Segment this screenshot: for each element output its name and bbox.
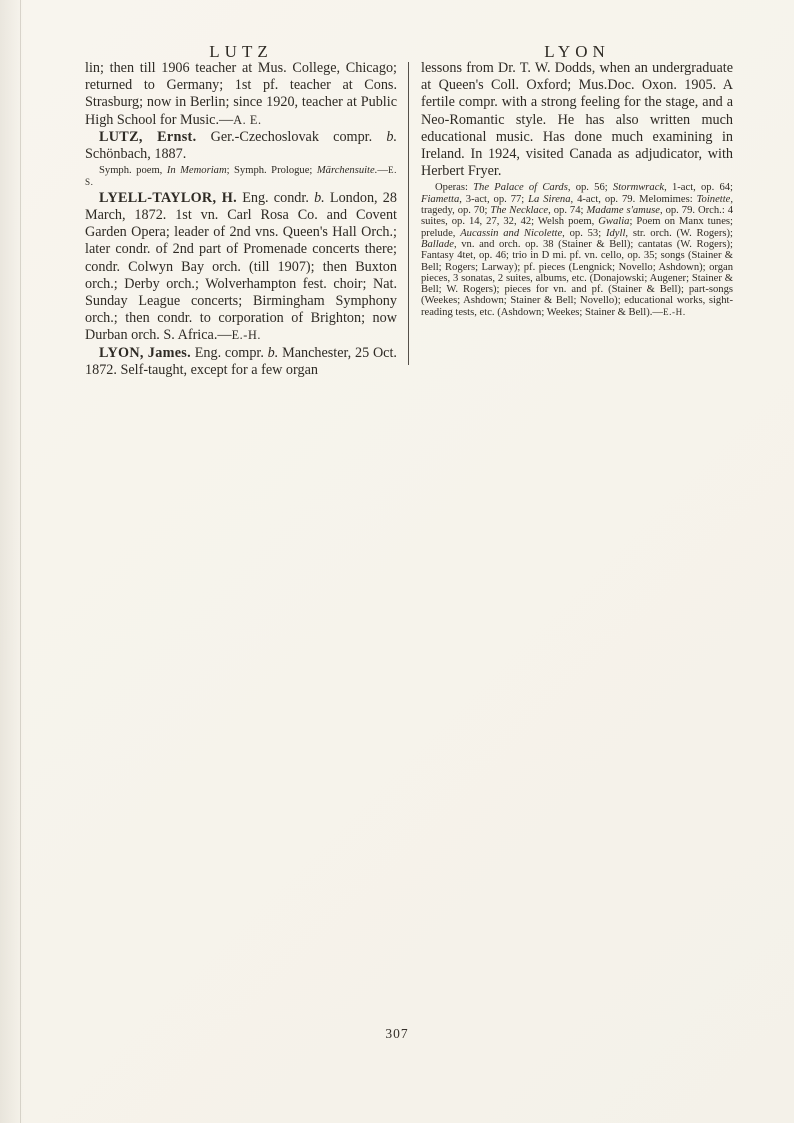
text-segment: , op. 53; <box>562 227 606 239</box>
entry-paragraph <box>85 190 397 345</box>
text-segment: ; Poem on Manx tunes; prelude, <box>421 216 733 239</box>
text-segment: In Memoriam <box>166 165 227 177</box>
text-segment: , tragedy, op. 70; <box>421 193 734 217</box>
text-segment: , str. orch. (W. Rogers); <box>625 227 733 239</box>
text-segment: Operas: <box>435 182 474 194</box>
text-segment: , 1-act, op. 64; <box>664 182 733 194</box>
text-segment: Ballade <box>421 238 454 250</box>
entry-paragraph <box>85 129 397 163</box>
text-segment: Gwalia <box>598 216 630 228</box>
text-segment: , 4-act, op. 79. Melomimes: <box>570 193 697 205</box>
entry-paragraph <box>85 165 397 188</box>
text-segment: Fiametta <box>421 193 460 205</box>
entry-paragraph <box>421 182 733 318</box>
running-head-right: LYON <box>544 42 610 61</box>
text-segment: E.-H. <box>662 306 686 317</box>
text-segment: LUTZ, Ernst. <box>99 128 197 145</box>
text-segment: La Sirena <box>528 193 571 205</box>
text-segment: Madame s'amuse <box>586 205 660 217</box>
text-segment: Eng. compr. <box>190 344 268 361</box>
entry-paragraph <box>85 60 397 129</box>
right-text-column <box>421 60 733 320</box>
text-segment: Aucassin and Nicolette <box>460 227 563 239</box>
text-segment: Idyll <box>605 227 626 239</box>
text-segment: b. <box>267 344 279 361</box>
text-segment: — <box>377 165 388 177</box>
text-segment: London, 28 March, 1872. 1st vn. Carl Rosa Co. and Covent Garden Opera; leader of 2nd vns. Queen's Hall Orch.; later condr. of 2nd part of Promenade concerts there; condr. Colwyn Bay orch. (till 1907); then Buxton orch.; Derby orch.; Wolverhampton fest. choir; Nat. Sunday League concerts; Birmingham Symphony orch.; then condr. to corporation of Brighton; now Durban orch. S. Africa.— <box>85 189 397 344</box>
text-segment: A. E. <box>233 112 262 127</box>
text-segment: E. S. <box>85 165 397 187</box>
text-segment: , 3-act, op. 77; <box>459 193 529 205</box>
text-segment: ; Symph. Prologue; <box>226 165 317 177</box>
left-text-column <box>85 60 397 379</box>
text-segment: lessons from Dr. T. W. Dodds, when an undergraduate at Queen's Coll. Oxford; Mus.Doc. Oxon. 1905. A fertile compr. with a strong feeling for the stage, and a Neo-Romantic style. He has also written much educational music. Has done much examining in Ireland. In 1924, visited Canada as adjudicator, with Herbert Fryer. <box>421 60 733 180</box>
text-segment: , vn. and orch. op. 38 (Stainer & Bell); cantatas (W. Rogers); Fantasy 4tet, op. 46; trio in D mi. pf. vn. cello, op. 35; songs (Stainer & Bell; Rogers; Larway); pf. pieces (Lengnick; Novello; Ashdown); organ pieces, 3 sonatas, 2 suites, albums, etc. (Donajowski; Augener; Stainer & Bell; W. Rogers); pieces for vn. and pf. (Stainer & Bell); part-songs (Weekes; Ashdown; Stainer & Bell; Novello); educational works, sight-reading tests, etc. (Ashdown; Weekes; Stainer & Bell).— <box>421 238 733 318</box>
text-segment: Stormwrack <box>612 182 665 194</box>
running-head-left: LUTZ <box>209 42 273 61</box>
text-segment: b. <box>314 189 325 206</box>
text-segment: Schönbach, 1887. <box>85 146 187 163</box>
text-segment: Manchester, 25 Oct. 1872. Self-taught, except for a few organ <box>85 344 397 378</box>
scan-edge-line <box>20 0 21 1123</box>
text-segment: E.-H. <box>231 328 262 343</box>
text-segment: Ger.-Czechoslovak compr. <box>196 128 387 145</box>
text-segment: LYON, James. <box>99 344 191 361</box>
text-segment: The Palace of Cards <box>473 182 568 194</box>
text-segment: lin; then till 1906 teacher at Mus. College, Chicago; returned to Germany; 1st pf. teacher at Cons. Strasburg; now in Berlin; since 1920, teacher at Public High School for Music.— <box>85 60 397 128</box>
text-segment: , op. 56; <box>567 182 613 194</box>
text-segment: Toinette <box>696 193 731 205</box>
text-segment: Eng. condr. <box>237 189 315 206</box>
text-segment: LYELL-TAYLOR, H. <box>99 189 237 206</box>
page-number: 307 <box>385 1026 409 1041</box>
column-divider-rule <box>408 62 409 365</box>
text-segment: Märchensuite. <box>316 165 378 177</box>
text-segment: Symph. poem, <box>99 165 167 177</box>
text-segment: , op. 74; <box>548 205 587 217</box>
text-segment: b. <box>386 128 397 145</box>
text-segment: , op. 79. Orch.: 4 suites, op. 14, 27, 32, 42; Welsh poem, <box>421 205 734 228</box>
entry-paragraph <box>85 345 397 379</box>
text-segment: The Necklace <box>490 205 549 217</box>
entry-paragraph <box>421 60 733 180</box>
